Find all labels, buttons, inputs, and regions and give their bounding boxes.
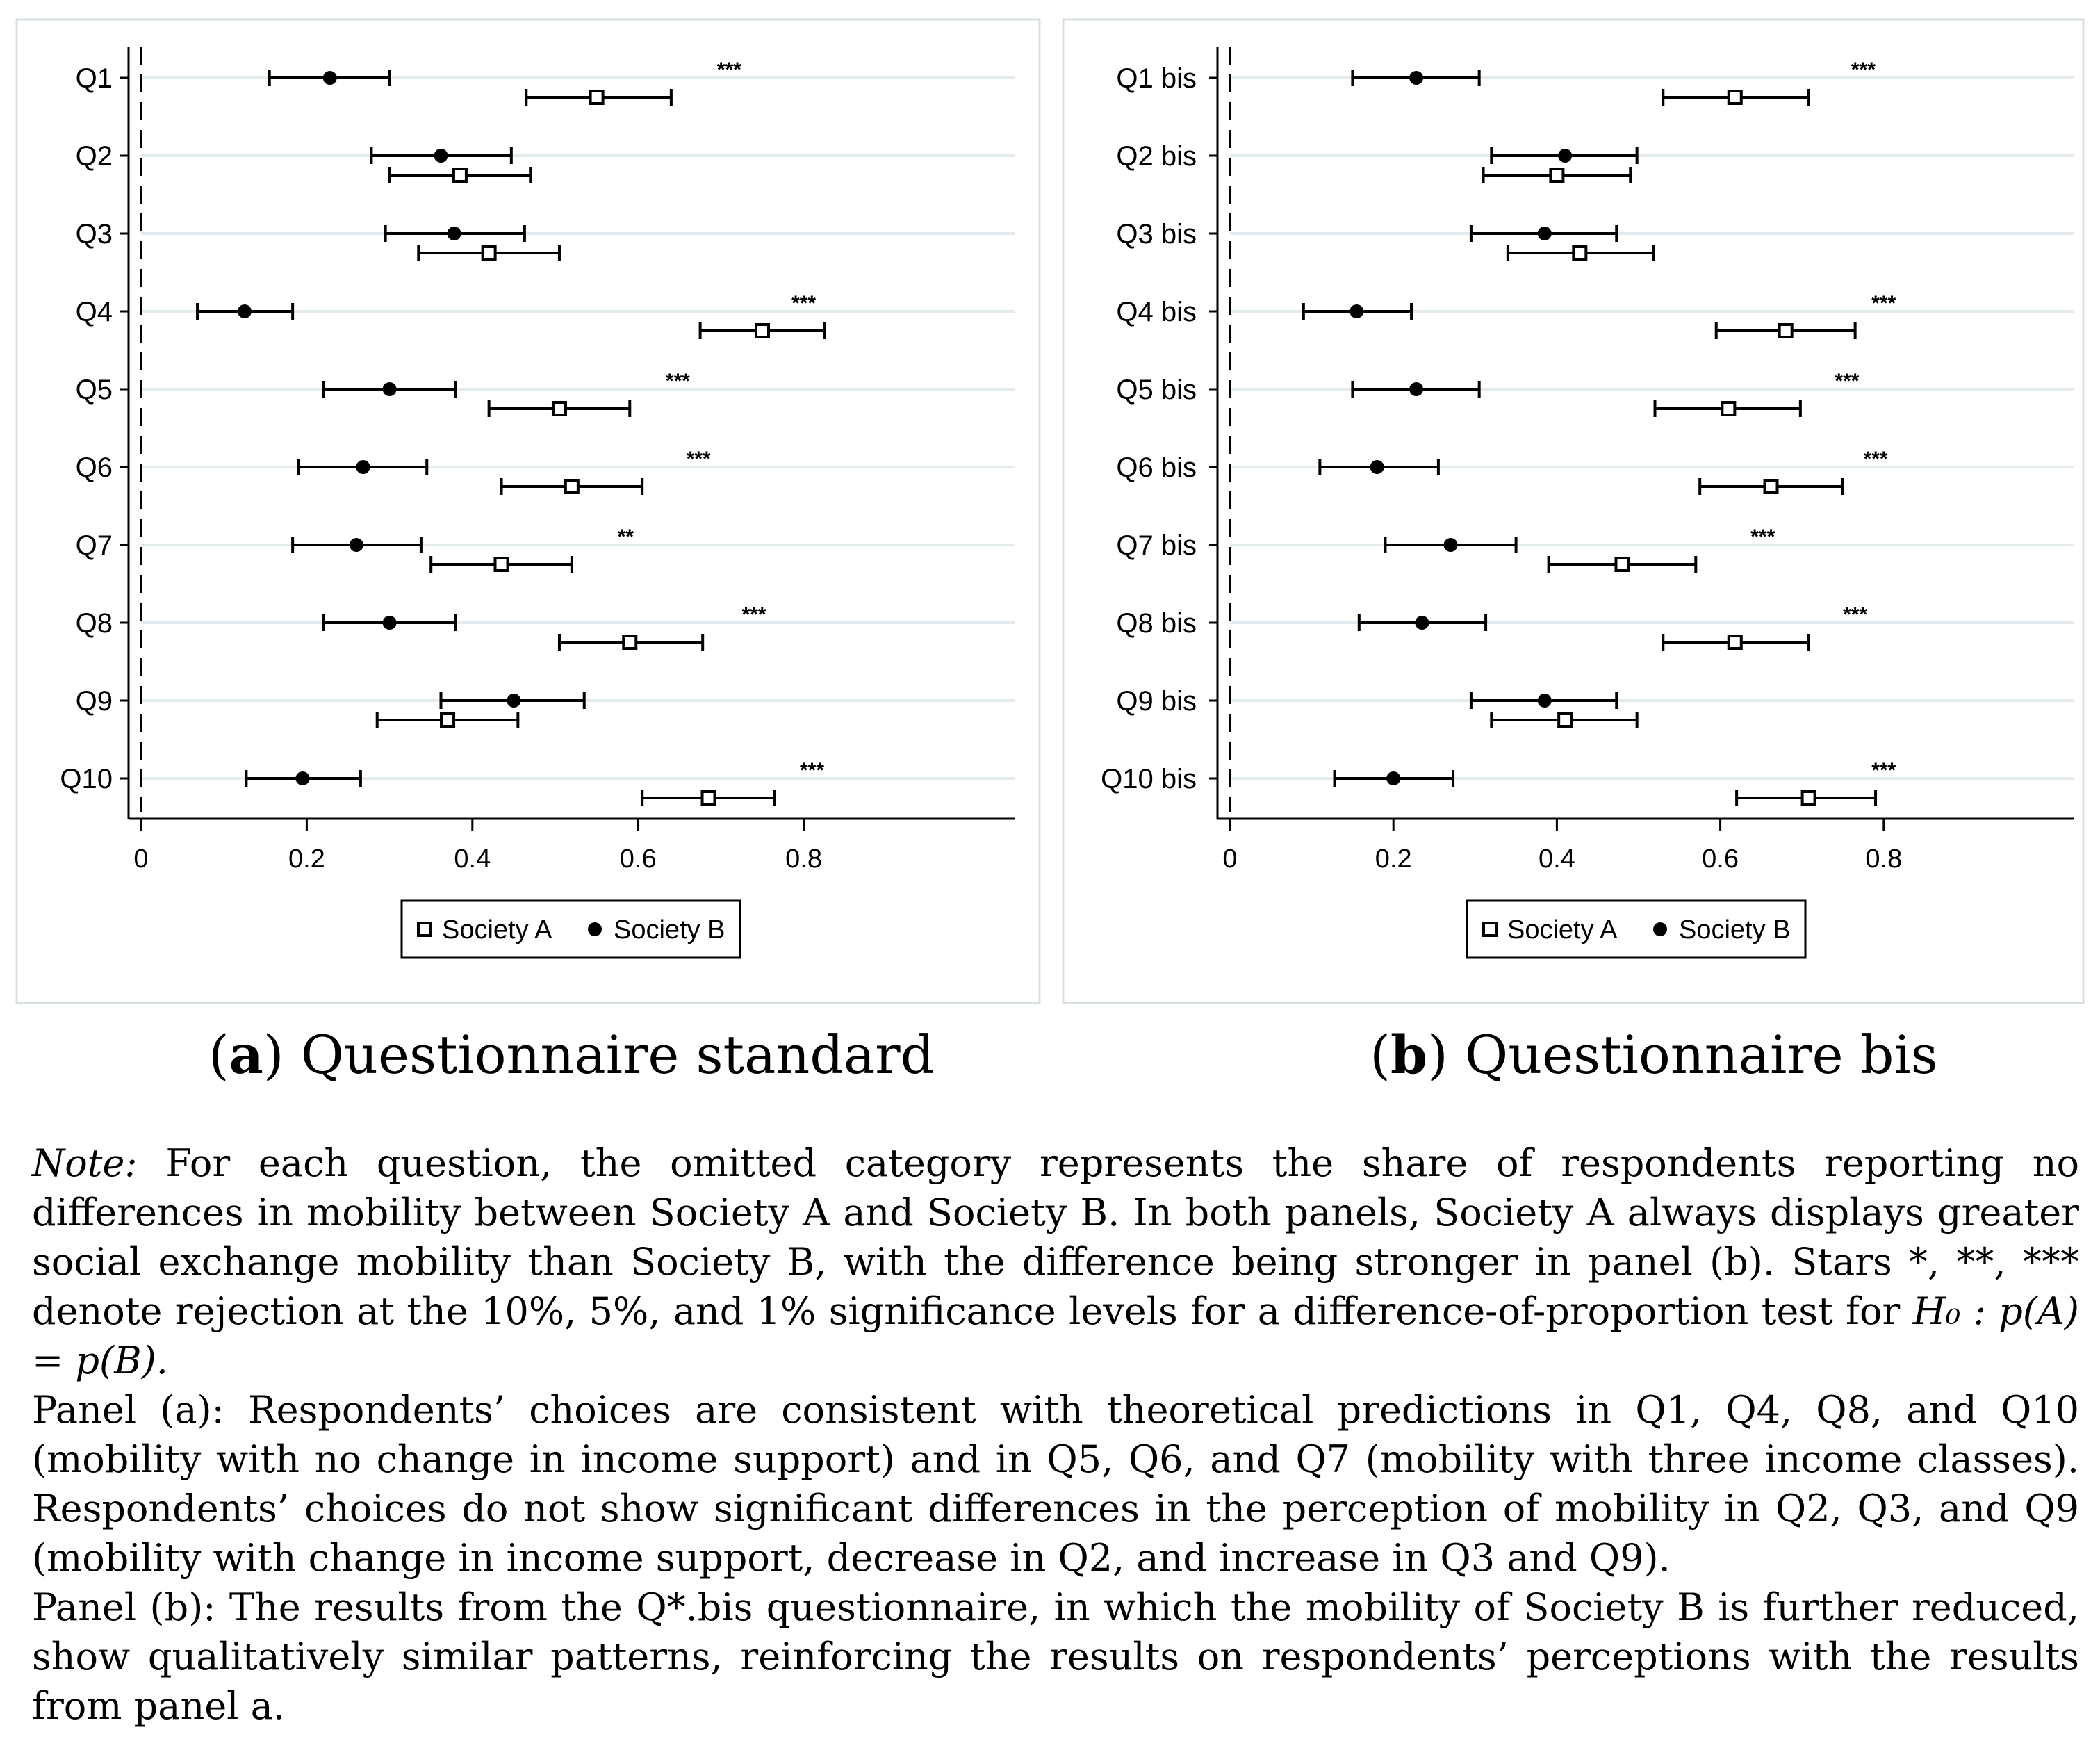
legend-label-society-a: Society A [442, 915, 552, 945]
point-society-b [1370, 460, 1384, 474]
x-tick-label: 0.8 [785, 844, 823, 874]
significance-stars: ** [617, 525, 634, 548]
note-label: Note: [32, 1141, 138, 1185]
legend [1467, 901, 1805, 958]
point-society-b [1558, 149, 1572, 163]
point-society-b [1538, 694, 1552, 708]
y-tick-label: Q9 [75, 686, 113, 717]
point-society-a [591, 91, 603, 104]
point-society-b [1386, 771, 1400, 785]
legend [402, 901, 740, 958]
note-paragraph-general [32, 1138, 2079, 1385]
x-tick-label: 0.2 [288, 844, 325, 874]
y-tick-label: Q8 [75, 608, 113, 639]
point-society-b [434, 149, 448, 163]
legend-marker-society-b [588, 922, 602, 936]
y-tick-label: Q2 [75, 141, 113, 172]
point-society-b [238, 304, 252, 318]
point-society-a [1559, 714, 1571, 726]
point-society-a [756, 325, 769, 337]
point-society-b [383, 616, 397, 630]
point-society-b [383, 382, 397, 396]
point-society-a [553, 402, 566, 415]
point-society-b [1409, 382, 1423, 396]
legend-marker-society-a [1484, 923, 1496, 936]
note-text: For each question, the omitted category represents the share of respondents reporting no differences in mobility between Society A and Society B. In both panels, Society A always displays greater social exchange mobility than Society B, with the difference being stronger in panel (b). Stars *, **, *** denote rejection at the 10%, 5%, and 1% significance levels for a difference-of-proportion test for [32, 1141, 2079, 1333]
point-society-b [507, 694, 520, 708]
point-society-b [1409, 71, 1423, 85]
x-tick-label: 0.4 [1538, 844, 1575, 874]
y-tick-label: Q3 bis [1116, 219, 1197, 250]
legend-label-society-b: Society B [614, 915, 725, 945]
point-society-a [566, 480, 578, 493]
x-tick-label: 0.6 [619, 844, 657, 874]
significance-stars: *** [665, 370, 690, 393]
y-tick-label: Q5 [75, 375, 113, 405]
y-tick-label: Q4 [75, 297, 113, 327]
y-tick-label: Q3 [75, 219, 113, 250]
significance-stars: *** [1871, 759, 1896, 782]
point-society-a [703, 792, 715, 804]
point-society-a [495, 558, 508, 571]
significance-stars: *** [1750, 525, 1775, 548]
point-society-a [1729, 636, 1741, 648]
y-tick-label: Q1 bis [1116, 63, 1197, 94]
y-tick-label: Q7 [75, 530, 113, 561]
note-paragraph-panel-b: Panel (b): The results from the Q*.bis questionnaire, in which the mobility of Society B is further reduced, show qualitatively similar patterns, reinforcing the results on respondents’ perceptions with the results from panel a. [32, 1585, 2079, 1728]
panel-frame [17, 19, 1040, 1003]
point-society-a [1722, 402, 1734, 415]
y-tick-label: Q2 bis [1116, 141, 1197, 172]
point-society-b [448, 227, 461, 240]
significance-stars: *** [716, 58, 741, 81]
y-tick-label: Q5 bis [1116, 375, 1197, 405]
figure-note [32, 1138, 2079, 1731]
legend-label-society-a: Society A [1507, 915, 1618, 945]
y-tick-label: Q10 bis [1101, 764, 1197, 794]
y-tick-label: Q6 bis [1116, 452, 1197, 483]
legend-marker-society-b [1653, 922, 1667, 936]
point-society-b [1538, 227, 1552, 240]
x-tick-label: 0 [133, 844, 149, 874]
legend-label-society-b: Society B [1679, 915, 1791, 945]
y-tick-label: Q7 bis [1116, 530, 1197, 561]
y-tick-label: Q4 bis [1116, 297, 1197, 327]
significance-stars: *** [686, 448, 711, 471]
x-tick-label: 0.8 [1865, 844, 1903, 874]
point-society-b [1444, 538, 1458, 552]
significance-stars: *** [1843, 603, 1868, 626]
caption-panel-a: (a) Questionnaire standard [208, 1024, 935, 1086]
significance-stars: *** [791, 292, 817, 315]
chart-panel-b [1063, 19, 2083, 1003]
x-tick-label: 0.2 [1375, 844, 1412, 874]
point-society-b [356, 460, 370, 474]
caption-panel-b: (b) Questionnaire bis [1370, 1024, 1938, 1086]
point-society-a [1780, 325, 1792, 337]
point-society-b [1415, 616, 1429, 630]
significance-stars: *** [1863, 448, 1888, 471]
point-society-a [441, 714, 454, 726]
note-paragraph-panel-a: Panel (a): Respondents’ choices are consistent with theoretical predictions in Q1, Q4, Q8, and Q10 (mobility with no change in income support) and in Q5, Q6, and Q7 (mobility with three income classes). Respondents’ choices do not show significant differences in the perception of mobility in Q2, Q3, and Q9 (mobility with change in income support, decrease in Q2, and increase in Q3 and Q9). [32, 1388, 2079, 1580]
point-society-b [350, 538, 363, 552]
chart-panel-a [17, 19, 1040, 1003]
y-tick-label: Q10 [60, 764, 113, 794]
point-society-a [1803, 792, 1815, 804]
legend-marker-society-a [418, 923, 431, 936]
point-society-b [295, 771, 309, 785]
significance-stars: *** [1851, 58, 1876, 81]
y-tick-label: Q1 [75, 63, 113, 94]
x-tick-label: 0.6 [1702, 844, 1739, 874]
significance-stars: *** [741, 603, 766, 626]
significance-stars: *** [800, 759, 825, 782]
x-tick-label: 0.4 [454, 844, 491, 874]
y-tick-label: Q8 bis [1116, 608, 1197, 639]
y-tick-label: Q6 [75, 452, 113, 483]
point-society-a [1573, 247, 1586, 259]
point-society-b [323, 71, 337, 85]
point-society-a [1765, 480, 1778, 493]
point-society-a [1550, 169, 1563, 181]
point-society-b [1350, 304, 1363, 318]
point-society-a [1616, 558, 1628, 571]
significance-stars: *** [1871, 292, 1896, 315]
x-tick-label: 0 [1222, 844, 1238, 874]
point-society-a [1729, 91, 1741, 104]
point-society-a [483, 247, 495, 259]
note-hypothesis: H₀ : p(A) = p(B). [32, 1289, 2079, 1382]
point-society-a [454, 169, 466, 181]
significance-stars: *** [1835, 370, 1860, 393]
point-society-a [623, 636, 636, 648]
y-tick-label: Q9 bis [1116, 686, 1197, 717]
